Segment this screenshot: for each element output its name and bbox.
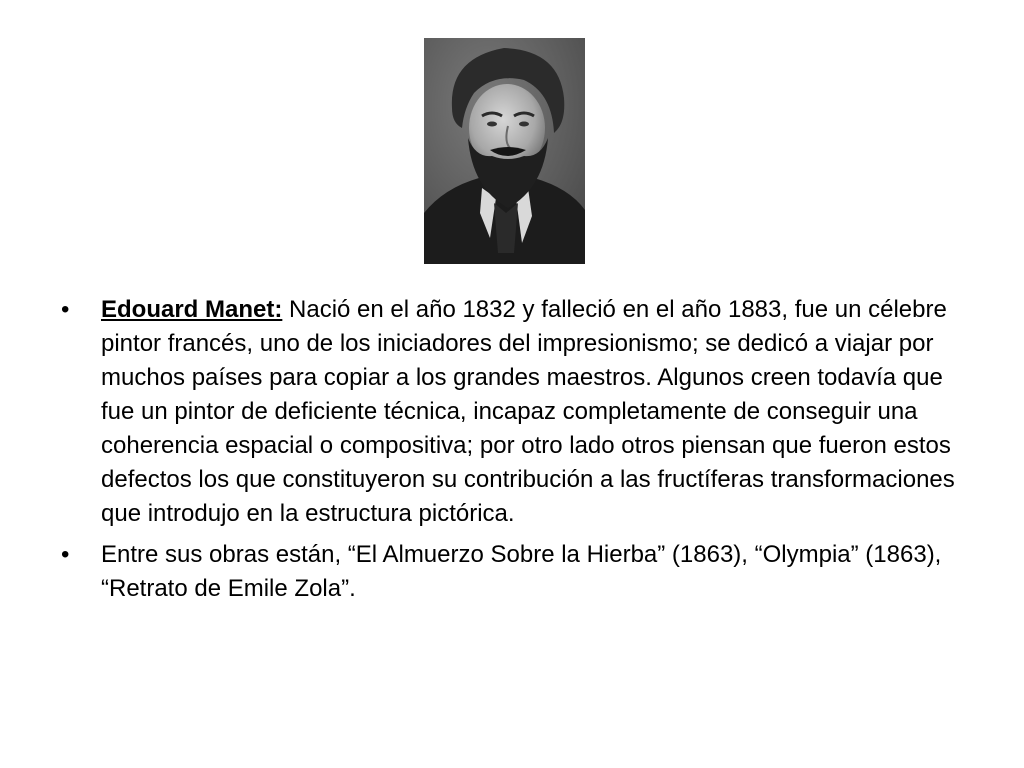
bullet-marker: • [61,541,70,568]
bullet-marker: • [61,296,70,323]
portrait-photo-graphic [424,38,585,264]
portrait-photo [424,38,585,264]
works-text: Entre sus obras están, “El Almuerzo Sobre la Hierba” (1863), “Olympia” (1863), “Retrato de Emile Zola”. [101,541,942,602]
list-item [60,538,975,606]
artist-name-label: Edouard Manet: [101,296,283,323]
list-item [60,293,975,531]
biography-text: Nació en el año 1832 y falleció en el año 1883, fue un célebre pintor francés, uno de los iniciadores del impresionismo; se dedicó a viajar por muchos países para copiar a los grandes maestros. Algunos creen todavía que fue un pintor de deficiente técnica, incapaz completamente de conseguir una coherencia espacial o compositiva; por otro lado otros piensan que fueron estos defectos los que constituyeron su contribución a las fructíferas transformaciones que introdujo en la estructura pictórica. [101,296,955,527]
bullet-list [60,293,975,613]
